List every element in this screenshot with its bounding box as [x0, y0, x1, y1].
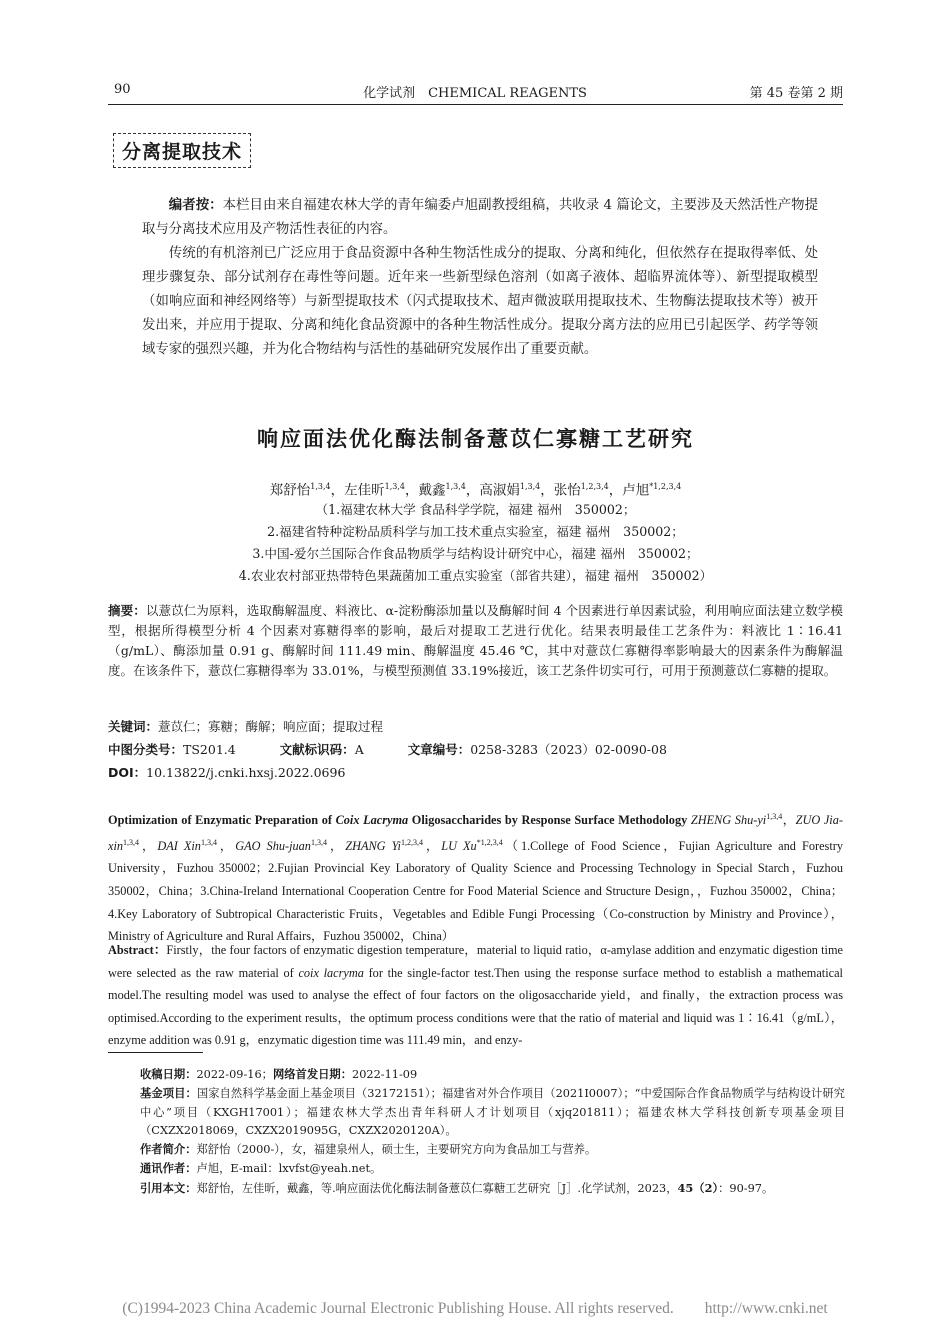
en-author: ZHENG Shu-yi	[690, 813, 767, 828]
author-sup: 1,3,4	[519, 482, 541, 491]
footnote-fund	[140, 1085, 845, 1141]
editor-note-p2: 传统的有机溶剂已广泛应用于食品资源中各种生物活性成分的提取、分离和纯化，但依然存在提取得率低、处理步骤复杂、部分试剂存在毒性等问题。近年来一些新型绿色溶剂（如离子液体、超临界流体等）、新型提取模型（如响应面和神经网络等）与新型提取技术（闪式提取技术、超声微波联用提取技术、生物酶法提取技术等）被开发出来，并应用于提取、分离和纯化食品资源中的各种生物活性成分。提取分离方法的应用已引起医学、药学等领域专家的强烈兴趣，并为化合物结构与活性的基础研究发展作出了重要贡献。	[142, 246, 818, 357]
en-author-sup: 1,3,4	[766, 812, 783, 821]
editor-note-p1-text: 本栏目由来自福建农林大学的青年编委卢旭副教授组稿，共收录 4 篇论文，主要涉及天然活性产物提取与分离技术应用及产物活性表征的内容。	[142, 198, 818, 237]
article-no-value: 0258-3283（2023）02-0090-08	[470, 742, 667, 757]
author: 左佳昕	[344, 482, 385, 499]
en-author-sup: *1,2,3,4	[476, 837, 503, 847]
author-sup: 1,3,4	[445, 482, 466, 491]
cite-volume: 45	[677, 1180, 694, 1195]
en-author: LU Xu	[441, 838, 477, 853]
header-rule	[108, 104, 843, 105]
article-no-label: 文章编号：	[407, 742, 471, 757]
english-title-part: Oligosaccharides by Response Surface Methodology	[408, 813, 688, 828]
en-abstract-part: for the single-factor test.Then using the response surface method to establish a mathematical model.The resulting model was used to analyse the effect of four factors on the oligosaccharide yield，and finally，the extraction process was optimised.According to the experiment results，the optimum process conditions were that the ratio of material and liquid was 1∶16.41（g/mL），enzyme addition was 0.91 g，enzymatic digestion time was 111.49 min，and enzy-	[108, 965, 843, 1048]
cite-pages: ：90-97。	[718, 1181, 774, 1195]
author-sup: 1,3,4	[310, 482, 331, 491]
copyright-watermark: (C)1994-2023 China Academic Journal Electronic Publishing House. All rights reserved. http://www.cnki.net	[122, 1300, 828, 1317]
editor-note-p1	[142, 194, 818, 242]
paper-title: 响应面法优化酶法制备薏苡仁寡糖工艺研究	[257, 427, 694, 451]
footnote-dates	[140, 1066, 845, 1085]
cite-label: 引用本文：	[140, 1181, 197, 1195]
author: 张怡	[553, 482, 581, 499]
received-date: 2022-09-16；	[196, 1068, 273, 1081]
online-date: 2022-11-09	[352, 1068, 418, 1081]
section-title: 分离提取技术	[113, 133, 251, 168]
en-author-sup: 1,3,4	[200, 837, 217, 847]
doi-label: DOI：	[108, 765, 147, 780]
author: 高淑娟	[479, 482, 520, 499]
received-label: 收稿日期：	[140, 1068, 197, 1081]
author-sup: *1,2,3,4	[649, 482, 682, 491]
en-author-sup: 1,3,4	[123, 837, 140, 847]
online-label: 网络首发日期：	[272, 1068, 353, 1081]
author-list: 郑舒怡$^{1,3,4}$，左佳昕$^{1,3,4}$，戴鑫$^{1,3,4}$，高淑娟$^{1,3,4}$，张怡$^{1,2,3,4}$，卢旭$^{*1,2,3,4}$	[269, 482, 682, 499]
clc-label: 中图分类号：	[108, 742, 184, 757]
abstract-label: 摘要：	[108, 603, 146, 618]
page-number: 90	[114, 82, 131, 97]
affiliation-line: 4.农业农村部亚热带特色果蔬菌加工重点实验室（部省共建），福建 福州 350002）	[238, 568, 713, 583]
doc-code-label: 文献标识码：	[279, 742, 355, 757]
issue-info: 第 45 卷第 2 期	[749, 86, 843, 101]
doi	[108, 763, 345, 781]
abstract-text: 以薏苡仁为原料，选取酶解温度、料液比、α-淀粉酶添加量以及酶解时间 4 个因素进行单因素试验，利用响应面法建立数学模型，根据所得模型分析 4 个因素对寡糖得率的影响，最后对提取工艺进行优化。结果表明最佳工艺条件为：料液比 1∶16.41（g/mL）、酶添加量 0.91 g、酶解时间 111.49 min、酶解温度 45.46 ℃，其中对薏苡仁寡糖得率影响最大的因素条件为酶解温度。在该条件下，薏苡仁寡糖得率为 33.01%，与模型预测值 33.19%接近，该工艺条件切实可行，可用于预测薏苡仁寡糖的提取。	[108, 603, 843, 678]
fund-label: 基金项目：	[140, 1086, 197, 1100]
keywords-text: 薏苡仁；寡糖；酶解；响应面；提取过程	[158, 719, 384, 734]
cite-issue: （2）	[693, 1180, 719, 1195]
en-author-sup: 1,2,3,4	[400, 837, 423, 847]
corresponding-text: 卢旭，E-mail：lxvfst@yeah.net。	[196, 1161, 382, 1175]
en-abstract-italic: coix lacryma	[298, 965, 364, 980]
chinese-abstract	[108, 601, 843, 681]
english-title-italic: Coix Lacryma	[335, 813, 409, 828]
en-author: ZHANG Yi	[345, 838, 401, 853]
en-abstract-label: Abstract：	[108, 943, 167, 957]
author: 卢旭	[622, 482, 650, 499]
affiliation-line: 2.福建省特种淀粉品质科学与加工技术重点实验室，福建 福州 350002；	[267, 524, 684, 539]
affiliation-line: 3.中国-爱尔兰国际合作食品物质学与结构设计研究中心，福建 福州 350002；	[252, 546, 699, 561]
author-sup: 1,2,3,4	[580, 482, 609, 491]
en-author: ZUO Jia-xin	[108, 813, 843, 853]
clc-value: TS201.4	[183, 742, 236, 757]
editor-note	[142, 194, 818, 362]
affiliation-line: （1.福建农林大学 食品科学学院，福建 福州 350002；	[315, 502, 636, 517]
author: 戴鑫	[418, 482, 446, 499]
en-author-sup: 1,3,4	[310, 837, 327, 847]
footnote-author-bio	[140, 1141, 845, 1160]
cite-text: 郑舒怡，左佳昕，戴鑫，等.响应面法优化酶法制备薏苡仁寡糖工艺研究［J］.化学试剂，2023，	[196, 1181, 678, 1195]
editor-note-label: 编者按：	[168, 198, 223, 213]
fund-text: 国家自然科学基金面上基金项目（32172151）；福建省对外合作项目（2021I0007）；“中爱国际合作食品物质学与结构设计研究中心”项目（KXGH17001）；福建农林大学杰出青年科研人才计划项目（xjq201811）；福建农林大学科技创新专项基金项目（CXZX2018069，CXZX2019095G，CXZX2020120A）。	[140, 1086, 845, 1138]
en-author: DAI Xin	[157, 838, 201, 853]
footnotes	[140, 1066, 845, 1199]
corresponding-label: 通讯作者：	[140, 1161, 197, 1175]
journal-name: 化学试剂 CHEMICAL REAGENTS	[363, 86, 587, 101]
author-bio-label: 作者简介：	[140, 1143, 197, 1157]
english-title	[108, 813, 687, 827]
author: 郑舒怡	[269, 482, 311, 499]
english-abstract	[108, 939, 843, 1052]
keywords-label: 关键词：	[108, 719, 159, 734]
footnote-rule	[108, 1052, 203, 1053]
english-title-block: Optimization of Enzymatic Preparation of Coix Lacryma Oligosaccharides by Response Surface Methodology ZHENG Shu-yi$^{1,3,4}$，ZUO Jia-xin$^{1,3,4}$，DAI Xin$^{1,3,4}$，GAO Shu-juan$^{1,3,4}$，ZHANG Yi$^{1,2,3,4}$，LU Xu$^{*1,2,3,4}$（1.College of Food Science，Fujian Agriculture and Forestry University，Fuzhou 350002；2.Fujian Provincial Key Laboratory of Quality Science and Processing Technology in Special Starch，Fuzhou 350002，China；3.China-Ireland International Cooperation Centre for Food Material Science and Structure Design，，Fuzhou 350002，China；4.Key Laboratory of Subtropical Characteristic Fruits，Vegetables and Edible Fungi Processing（Co-construction by Ministry and Province），Ministry of Agriculture and Rural Affairs，Fuzhou 350002，China）	[108, 812, 843, 944]
footnote-corresponding	[140, 1160, 845, 1179]
author-sup: 1,3,4	[384, 482, 405, 491]
footnote-cite	[140, 1179, 845, 1199]
keywords	[108, 717, 383, 735]
en-affiliations: （1.College of Food Science，Fujian Agriculture and Forestry University，Fuzhou 350002；2.Fujian Provincial Key Laboratory of Quality Science and Processing Technology in Special Starch，Fuzhou 350002，China；3.China-Ireland International Cooperation Centre for Food Material Science and Structure Design，，Fuzhou 350002，China；4.Key Laboratory of Subtropical Characteristic Fruits，Vegetables and Edible Fungi Processing（Co-construction by Ministry and Province），Ministry of Agriculture and Rural Affairs，Fuzhou 350002，China）	[108, 838, 843, 944]
en-abstract-part: Firstly，the four factors of enzymatic digestion temperature，material to liquid ratio，α-amylase addition and enzymatic digestion time were selected as the raw material of	[108, 943, 844, 980]
doi-value: 10.13822/j.cnki.hxsj.2022.0696	[146, 765, 346, 780]
en-author: GAO Shu-juan	[235, 838, 311, 853]
author-bio-text: 郑舒怡（2000-），女，福建泉州人，硕士生，主要研究方向为食品加工与营养。	[196, 1143, 597, 1157]
english-title-part: Optimization of Enzymatic Preparation of	[108, 813, 336, 828]
classification	[108, 740, 667, 758]
doc-code-value: A	[354, 742, 364, 757]
affiliations	[108, 499, 843, 587]
